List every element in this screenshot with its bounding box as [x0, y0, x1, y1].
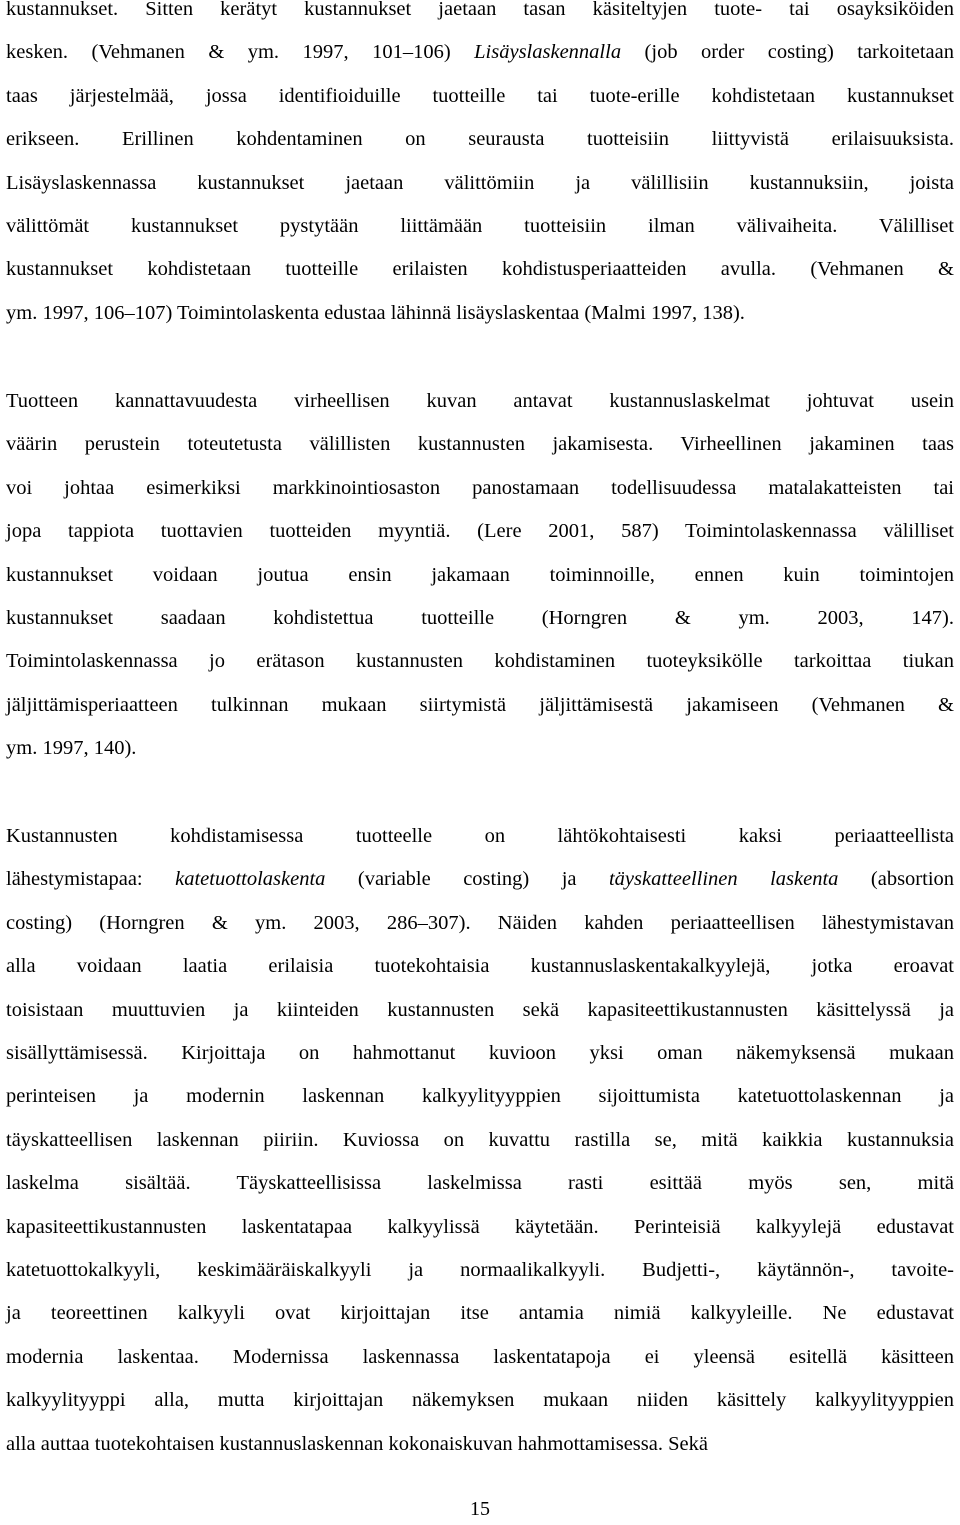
italic-term: täyskatteellinen laskenta — [608, 868, 839, 891]
text-line — [6, 1336, 954, 1379]
text-run: Lisäyslaskennassa kustannukset jaetaan välittömiin ja välillisiin kustannuksiin, joista — [6, 171, 954, 194]
text-line — [6, 423, 954, 466]
text-line — [6, 684, 954, 727]
text-line — [6, 945, 954, 988]
text-line — [6, 1292, 954, 1335]
text-line — [6, 31, 954, 74]
text-run: kustannukset voidaan joutua ensin jakamaan toiminnoille, ennen kuin toimintojen — [6, 563, 954, 586]
text-line — [6, 902, 954, 945]
text-run: Toimintolaskennassa jo erätason kustannusten kohdistaminen tuoteyksikölle tarkoittaa tiukan — [6, 650, 954, 673]
text-run: costing) (Horngren & ym. 2003, 286–307). Näiden kahden periaatteellisen lähestymistavan — [6, 911, 954, 934]
text-run: (absortion — [838, 868, 955, 891]
text-line — [6, 1423, 954, 1466]
text-run: kustannukset. Sitten kerätyt kustannukset jaetaan tasan käsiteltyjen tuote- tai osayksiköiden — [6, 0, 954, 20]
text-line — [6, 380, 954, 423]
text-line — [6, 597, 954, 640]
text-run: laskelma sisältää. Täyskatteellisissa laskelmissa rasti esittää myös sen, mitä — [6, 1172, 954, 1195]
text-run: täyskatteellisen laskennan piiriin. Kuviossa on kuvattu rastilla se, mitä kaikkia kustannuksia — [6, 1128, 954, 1151]
text-run: kalkyylityyppi alla, mutta kirjoittajan näkemyksen mukaan niiden käsittely kalkyylityyppien — [6, 1389, 954, 1412]
text-line — [6, 292, 954, 335]
text-run: ja teoreettinen kalkyyli ovat kirjoittajan itse antamia nimiä kalkyyleille. Ne edustavat — [6, 1302, 954, 1325]
text-line — [6, 75, 954, 118]
paragraph-1 — [6, 0, 954, 335]
text-run: alla voidaan laatia erilaisia tuotekohtaisia kustannuslaskentakalkyylejä, jotka eroavat — [6, 955, 954, 978]
text-run: jopa tappiota tuottavien tuotteiden myyntiä. (Lere 2001, 587) Toimintolaskennassa välilliset — [6, 520, 954, 543]
italic-term: Lisäyslaskennalla — [474, 41, 622, 64]
text-run: kustannukset kohdistetaan tuotteille erilaisten kohdistusperiaatteiden avulla. (Vehmanen & — [6, 258, 954, 281]
text-run: ym. 1997, 106–107) Toimintolaskenta edustaa lähinnä lisäyslaskentaa (Malmi 1997, 138). — [6, 301, 745, 324]
text-run: välittömät kustannukset pystytään liittämään tuotteisiin ilman välivaiheita. Välilliset — [6, 215, 954, 238]
text-run: taas järjestelmää, jossa identifioiduille tuotteille tai tuote-erille kohdistetaan kustannukset — [6, 84, 954, 107]
text-run: ym. 1997, 140). — [6, 737, 137, 760]
page-number: 15 — [470, 1498, 490, 1520]
text-line — [6, 0, 954, 31]
text-run: Kustannusten kohdistamisessa tuotteelle on lähtökohtaisesti kaksi periaatteellista — [6, 825, 954, 847]
text-line — [6, 554, 954, 597]
text-line — [6, 248, 954, 291]
text-line — [6, 205, 954, 248]
text-run: kustannukset saadaan kohdistettua tuotteille (Horngren & ym. 2003, 147). — [6, 607, 954, 630]
text-line — [6, 510, 954, 553]
text-run: toisistaan muuttuvien ja kiinteiden kustannusten sekä kapasiteettikustannusten käsittelyssä ja — [6, 998, 954, 1021]
text-run: jäljittämisperiaatteen tulkinnan mukaan siirtymistä jäljittämisestä jakamiseen (Vehmanen & — [6, 693, 954, 716]
text-run: lähestymistapaa: — [6, 868, 176, 891]
text-line — [6, 118, 954, 161]
text-run: katetuottokalkyyli, keskimääräiskalkyyli ja normaalikalkyyli. Budjetti-, käytännön-, tavoite- — [6, 1259, 954, 1282]
text-line — [6, 815, 954, 858]
text-run: modernia laskentaa. Modernissa laskennassa laskentatapoja ei yleensä esitellä käsitteen — [6, 1345, 954, 1368]
text-run: voi johtaa esimerkiksi markkinointiosaston panostamaan todellisuudessa matalakatteisten tai — [6, 476, 954, 499]
text-line — [6, 1379, 954, 1422]
text-line — [6, 858, 954, 901]
text-line — [6, 727, 954, 770]
text-run: väärin perustein toteutetusta välillisten kustannusten jakamisesta. Virheellinen jakaminen taas — [6, 433, 954, 456]
text-line — [6, 1075, 954, 1118]
text-line — [6, 1119, 954, 1162]
text-line — [6, 1206, 954, 1249]
text-line — [6, 640, 954, 683]
text-run: kapasiteettikustannusten laskentatapaa kalkyylissä käytetään. Perinteisiä kalkyylejä edustavat — [6, 1215, 954, 1238]
text-line — [6, 162, 954, 205]
text-run: perinteisen ja modernin laskennan kalkyylityyppien sijoittumista katetuottolaskennan ja — [6, 1085, 954, 1108]
text-run: (variable costing) ja — [325, 868, 609, 891]
text-run: alla auttaa tuotekohtaisen kustannuslaskennan kokonaiskuvan hahmottamisessa. Sekä — [6, 1432, 708, 1455]
text-line — [6, 989, 954, 1032]
text-run: sisällyttämisessä. Kirjoittaja on hahmottanut kuvioon yksi oman näkemyksensä mukaan — [6, 1042, 954, 1065]
text-line — [6, 1249, 954, 1292]
text-run: kesken. (Vehmanen & ym. 1997, 101–106) — [6, 41, 475, 64]
text-line — [6, 467, 954, 510]
text-run: (job order costing) tarkoitetaan — [621, 41, 955, 64]
text-run: erikseen. Erillinen kohdentaminen on seurausta tuotteisiin liittyvistä erilaisuuksista. — [6, 128, 954, 151]
paragraph-2 — [6, 380, 954, 771]
paragraph-3 — [6, 815, 954, 1466]
text-run: Tuotteen kannattavuudesta virheellisen kuvan antavat kustannuslaskelmat johtuvat usein — [6, 390, 954, 412]
text-line — [6, 1162, 954, 1205]
italic-term: katetuottolaskenta — [175, 868, 326, 891]
text-line — [6, 1032, 954, 1075]
